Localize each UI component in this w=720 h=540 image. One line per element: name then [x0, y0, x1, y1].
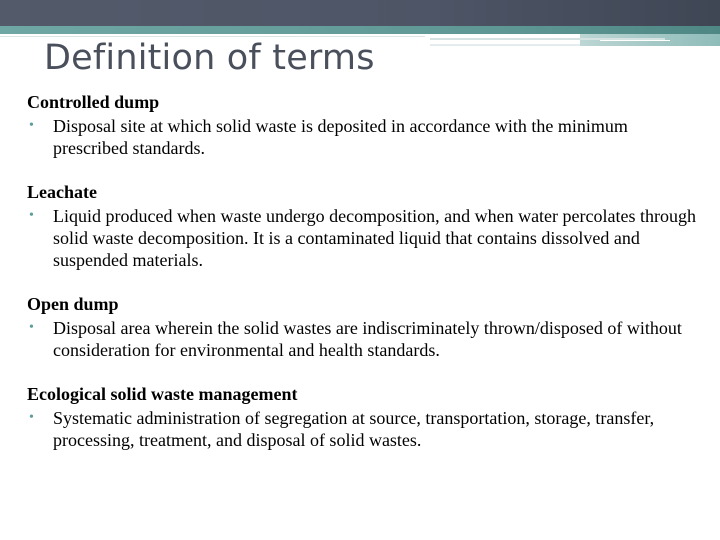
definition-section: [27, 383, 702, 451]
term-heading: Open dump: [27, 294, 119, 314]
definition-bullet: [27, 115, 702, 159]
bullet-icon: •: [29, 118, 34, 133]
header-accent-line: [430, 44, 580, 46]
definition-bullet: [27, 205, 702, 271]
definition-section: [27, 293, 702, 361]
definition-bullet: [27, 317, 702, 361]
term-heading: Controlled dump: [27, 92, 160, 112]
bullet-icon: •: [29, 410, 34, 425]
header-accent-line: [600, 40, 670, 41]
definition-section: [27, 91, 702, 159]
definition-text: Disposal site at which solid waste is deposited in accordance with the minimum prescribed standards.: [53, 116, 628, 158]
header-bar-dark: [0, 0, 720, 26]
header-accent-line: [0, 36, 425, 37]
definition-text: Liquid produced when waste undergo decomposition, and when water percolates through solid waste decomposition. It is a contaminated liquid that contains dissolved and suspended materials.: [53, 206, 696, 270]
header-bar-teal: [0, 26, 720, 34]
definition-section: [27, 181, 702, 271]
bullet-icon: •: [29, 208, 34, 223]
definition-text: Disposal area wherein the solid wastes are indiscriminately thrown/disposed of without consideration for environmental and health standards.: [53, 318, 682, 360]
term-heading: Ecological solid waste management: [27, 384, 298, 404]
slide-title: Definition of terms: [44, 38, 375, 78]
term-heading: Leachate: [27, 182, 97, 202]
slide-content: [27, 91, 702, 473]
definition-text: Systematic administration of segregation at source, transportation, storage, transfer, processing, treatment, and disposal of solid wastes.: [53, 408, 655, 450]
bullet-icon: •: [29, 320, 34, 335]
definition-bullet: [27, 407, 702, 451]
